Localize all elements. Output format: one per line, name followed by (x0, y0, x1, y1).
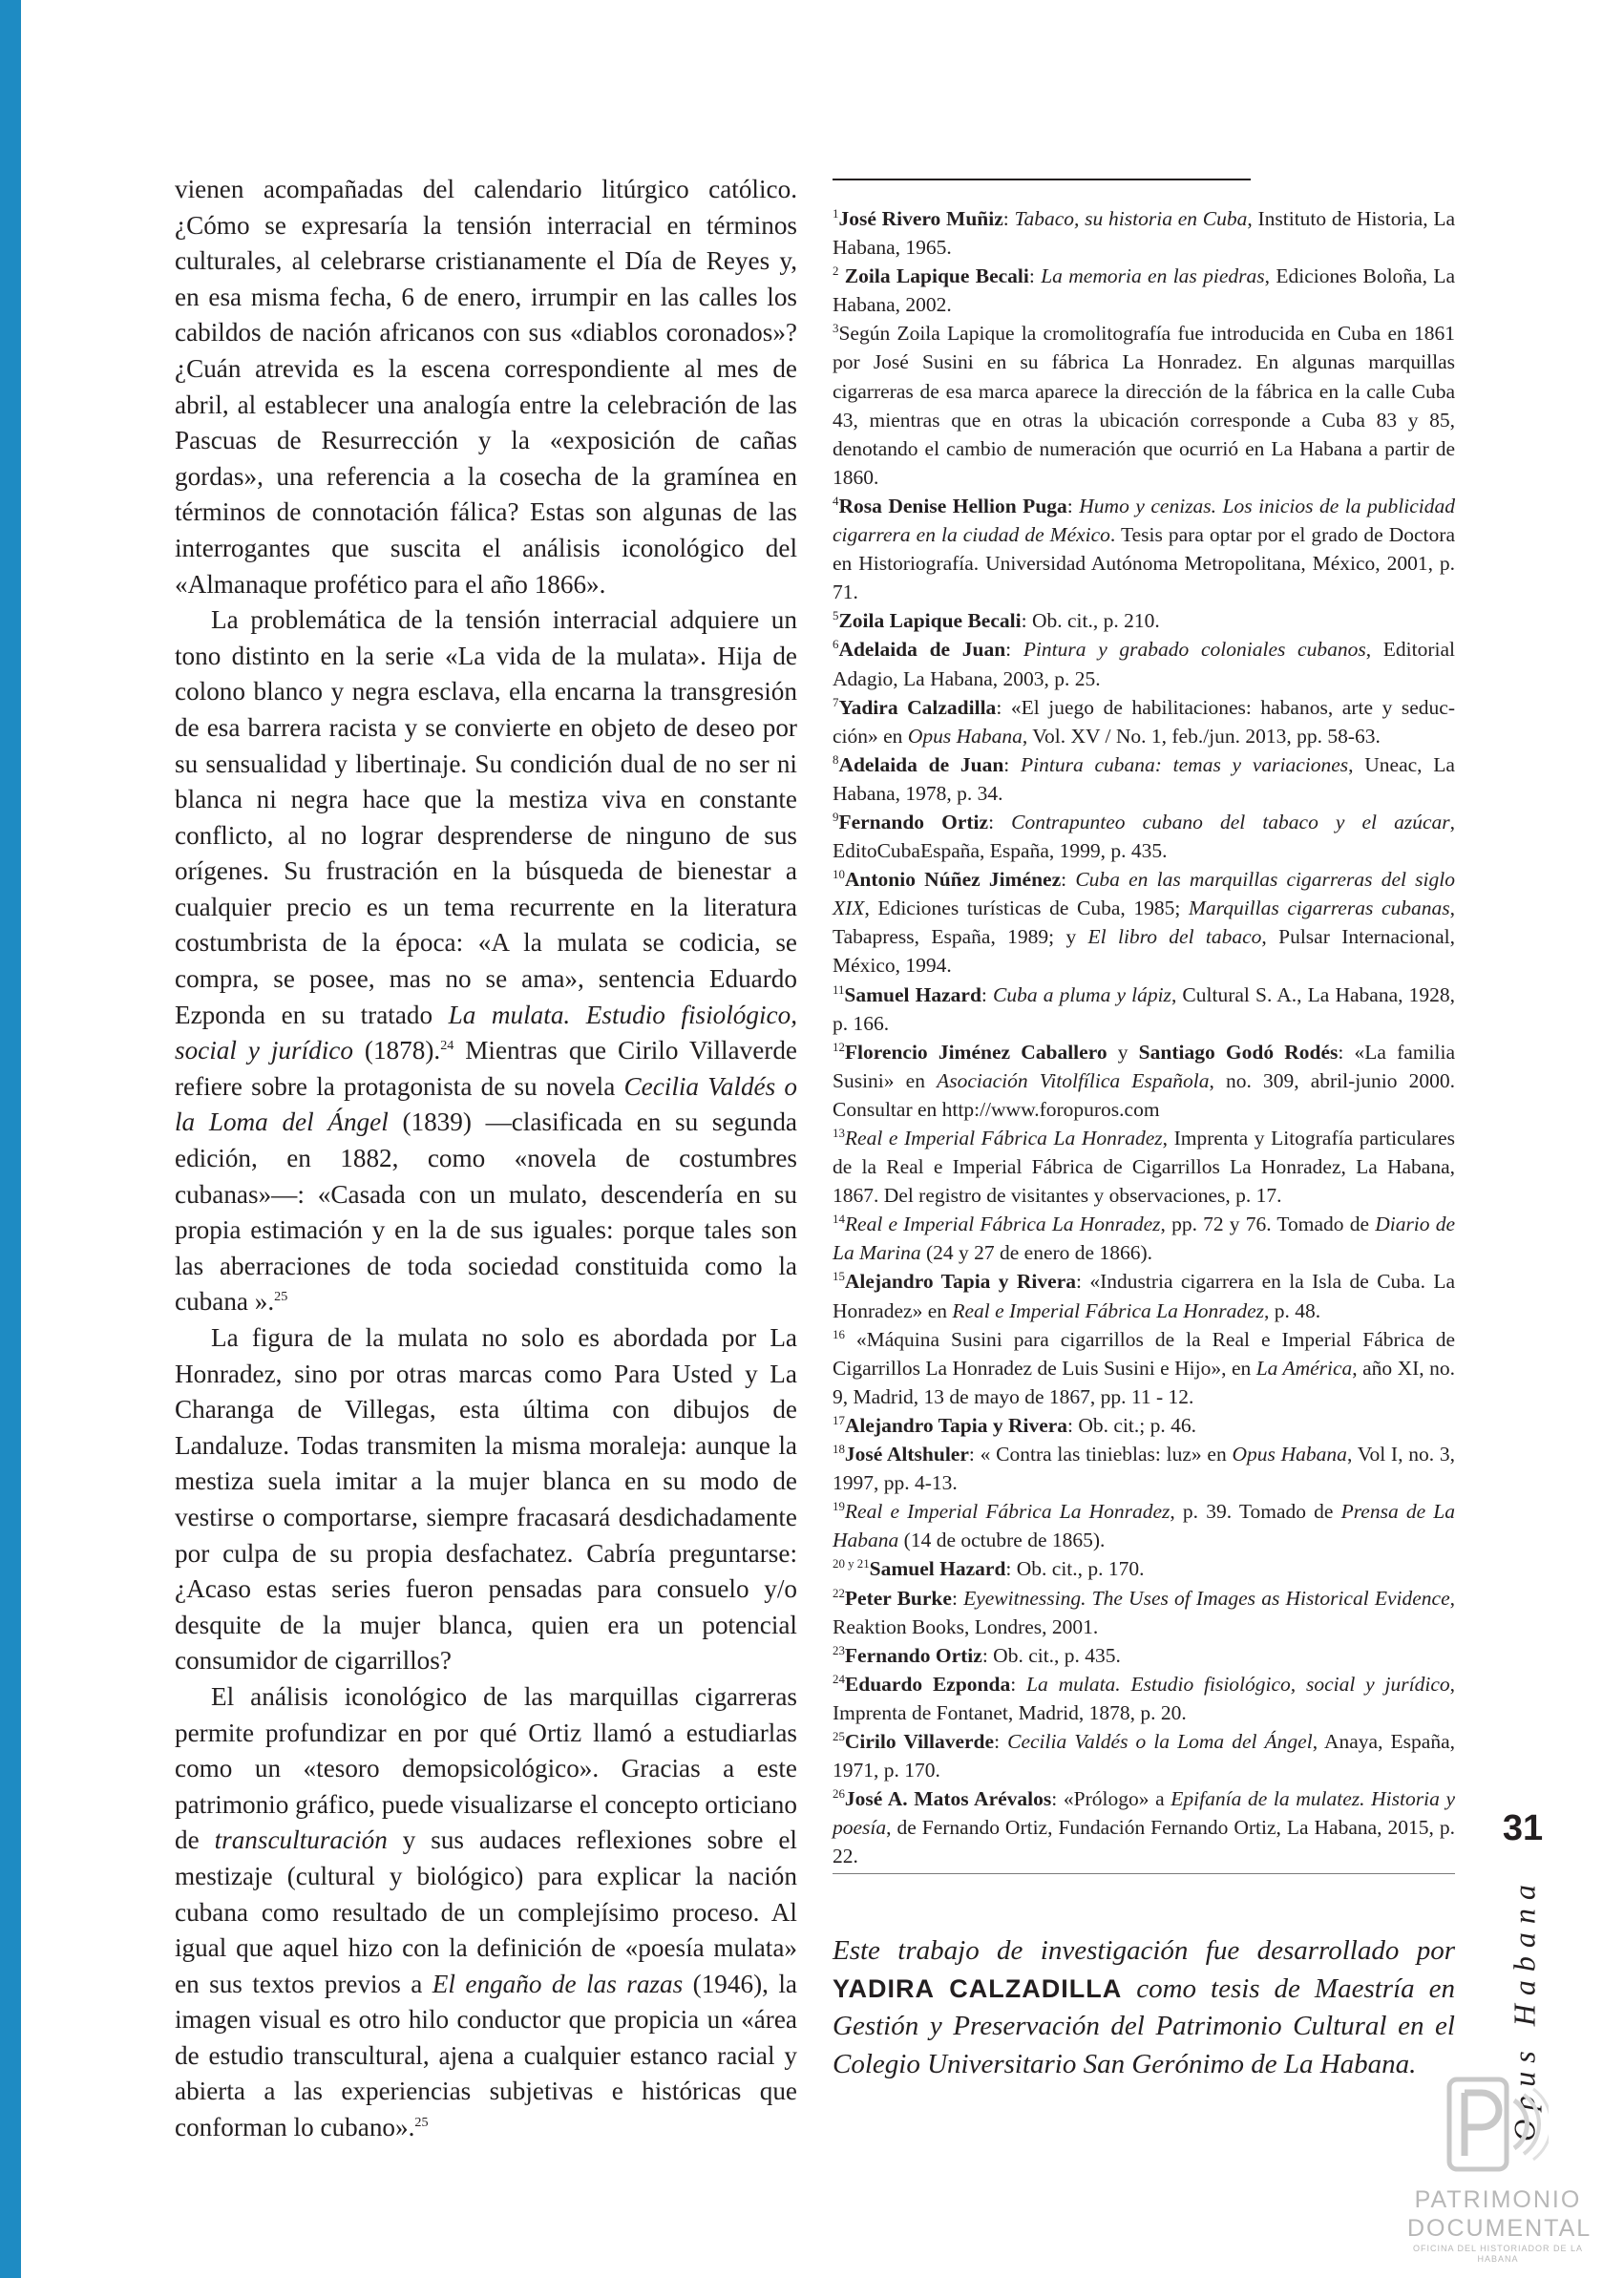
footnote: $^{24}$Eduardo Ezponda: La mulata. Estudio fisiológico, social y jurídico, Imprenta de Fontanet, Madrid, 1878, p. 20. (833, 1672, 1456, 1724)
footnote: $^5$Zoila Lapique Becali: Ob. cit., p. 210. (833, 609, 1160, 633)
footnote-ref: 25 (414, 2115, 429, 2130)
footnote: $^{23}$Fernando Ortiz: Ob. cit., p. 435. (833, 1643, 1121, 1667)
footnote: $^{22}$Peter Burke: Eyewitnessing. The Uses of Images as Historical Evidence, Reaktion Books, Londres, 2001. (833, 1586, 1455, 1638)
footnote: $^{17}$Alejandro Tapia y Rivera: Ob. cit.; p. 46. (833, 1413, 1196, 1437)
body-paragraph: La figura de la mulata no solo es abordada por La Honradez, sino por otras marcas como Para Usted y La Charanga de Villegas, esta última con dibujos de Landaluze. Todas transmiten la misma moraleja: aunque la mestiza suela imitar a la mujer blanca en su modo de vestirse o comportarse, siempre fracasará desdichadamente por culpa de su propia desfachatez. Cabría preguntarse: ¿Acaso estas series fueron pensadas para consuelo y/o desquite de la mujer blanca, quien era un potencial consumidor de cigarrillos? (175, 1323, 797, 1676)
footnote: $^{14}$Real e Imperial Fábrica La Honradez, pp. 72 y 76. Tomado de Diario de La Marina (24 y 27 de enero de 1866). (833, 1213, 1455, 1265)
footnote: $^{16}$ «Máquina Susini para cigarrillos de la Real e Imperial Fábrica de Cigarrillos La Honradez de Luis Susini e Hijo», en La América, año XI, no. 9, Madrid, 13 de mayo de 1867, pp. 11 - 12. (833, 1327, 1455, 1408)
footnote: $^8$Adelaida de Juan: Pintura cubana: temas y variaciones, Uneac, La Habana, 1978, p. 34. (833, 752, 1455, 805)
footnote: $^{10}$Antonio Núñez Jiménez: Cuba en las marquillas cigarreras del siglo XIX, Ediciones turísticas de Cuba, 1985; Marquillas cigarreras cubanas, Tabapress, España, 1989; y El libro del tabaco, Pulsar Internacional, México, 1994. (833, 868, 1455, 978)
footnotes (833, 204, 1455, 1870)
body-paragraph: La problemática de la tensión interracial adquiere un tono distinto en la serie «La vida de la mulata». Hija de colono blanco y negra esclava, ella encarna la transgresión de esa barrera racista y se convierte en objeto de deseo por su sensualidad y libertinaje. Su condición dual de no ser ni blanca ni negra hace que la mestiza viva en constante conflicto, al no lograr desprenderse de ninguno de sus orígenes. Su frustración en la búsqueda de bienestar a cualquier precio es un tema recurrente en la literatura costumbrista de la época: «A la mulata se codicia, se compra, se posee, mas no se ama», sentencia Eduardo Ezponda en su tratado La mulata. Estudio fisiológico, social y jurídico (1878).$^{24}$ Mientras que Cirilo Villaverde refiere sobre la protagonista de su novela Cecilia Valdés o la Loma del Ángel (1839) —clasificada en su segunda edición, en 1882, como «novela de costumbres cubanas»—: «Casada con un mulato, descendería en su propia estimación y en la de sus iguales: porque tales son las aberraciones de toda sociedad constituida como la cubana ».$^{25}$ (175, 605, 797, 1317)
page-number: 31 (1502, 1808, 1544, 1848)
footnote: $^{20 y 21}$Samuel Hazard: Ob. cit., p. 170. (833, 1557, 1145, 1581)
patrimonio-documental-logo-icon (1444, 2072, 1549, 2177)
footnotes-rule (833, 179, 1251, 180)
footnote: $^{25}$Cirilo Villaverde: Cecilia Valdés o la Loma del Ángel, Anaya, España, 1971, p. 170. (833, 1729, 1455, 1782)
footnote: $^{12}$Florencio Jiménez Caballero y Santiago Godó Rodés: «La familia Susini» en Asociación Vitolfílica Española, no. 309, abril-junio 2000. Consultar en http://www.foropuros.com (833, 1040, 1455, 1121)
footnote: $^{26}$José A. Matos Arévalos: «Prólogo» a Epifanía de la mulatez. Historia y poesía, de Fernando Ortiz, Fundación Fernando Ortiz, La Habana, 2015, p. 22. (833, 1787, 1455, 1868)
watermark-line-3: OFICINA DEL HISTORIADOR DE LA HABANA (1412, 2244, 1584, 2264)
footnote-ref: 24 (440, 1038, 454, 1054)
article-body (175, 172, 797, 2146)
footnote: $^7$Yadira Calzadilla: «El juego de habilitaciones: habanos, arte y seducción» en Opus Habana, Vol. XV / No. 1, feb./jun. 2013, pp. 58-63. (833, 695, 1455, 748)
footnote: $^{15}$Alejandro Tapia y Rivera: «Industria cigarrera en la Isla de Cuba. La Honradez» en Real e Imperial Fábrica La Honradez, p. 48. (833, 1270, 1455, 1322)
watermark-line-1: PATRIMONIO (1414, 2186, 1582, 2213)
credit-divider (833, 1873, 1455, 1874)
footnote: $^1$José Rivero Muñiz: Tabaco, su historia en Cuba, Instituto de Historia, La Habana, 1965. (833, 206, 1455, 260)
edge-color-bar (0, 0, 21, 2278)
footnote: $^6$Adelaida de Juan: Pintura y grabado coloniales cubanos, Editorial Adagio, La Habana, 2003, p. 25. (833, 638, 1455, 690)
footnote: $^{19}$Real e Imperial Fábrica La Honradez, p. 39. Tomado de Prensa de La Habana (14 de octubre de 1865). (833, 1500, 1455, 1552)
footnote: $^{13}$Real e Imperial Fábrica La Honradez, Imprenta y Litografía particulares de la Real e Imperial Fábrica de Cigarrillos La Honradez, La Habana, 1867. Del registro de visitantes y observaciones, p. 17. (833, 1126, 1455, 1208)
footnote-ref: 25 (274, 1289, 288, 1305)
footnote: $^{18}$José Altshuler: « Contra las tinieblas: luz» en Opus Habana, Vol I, no. 3, 1997, pp. 4-13. (833, 1442, 1455, 1495)
author-name: YADIRA CALZADILLA (833, 1973, 1123, 2003)
watermark-line-2: DOCUMENTAL (1407, 2215, 1592, 2242)
footnote: $^2$ Zoila Lapique Becali: La memoria en las piedras, Ediciones Boloña, La Habana, 2002. (833, 264, 1455, 317)
footnote: $^3$Según Zoila Lapique la cromolitografía fue introducida en Cuba en 1861 por José Susini en su fábrica La Honradez. En algunas marquillas cigarreras de esa marca aparece la dirección de la fábrica en la calle Cuba 43, mientras que en otras la ubicación corresponde a Cuba 83 y 85, denotando el cambio de numeración que ocurrió en La Habana a partir de 1860. (833, 322, 1455, 489)
author-credit: Este trabajo de investigación fue desarrollado por YADIRA CALZADILLA como tesis de Maestría en Gestión y Preservación del Patrimonio Cultural en el Colegio Universitario San Gerónimo de La Habana. (833, 1935, 1455, 2079)
body-paragraph: vienen acompañadas del calendario litúrgico católico. ¿Cómo se expresaría la tensión interracial en términos culturales, al celebrarse cristianamente el Día de Reyes y, en esa misma fecha, 6 de enero, irrumpir en las calles los cabildos de nación africanos con sus «diablos coronados»? ¿Cuán atrevida es la escena correspondiente al mes de abril, al establecer una analogía entre la celebración de las Pascuas de Resurrección y la «exposición de cañas gordas», una referencia a la cosecha de la gramínea en términos de connotación fálica? Estas son algunas de las interrogantes que suscita el análisis iconológico del «Almanaque profético para el año 1866». (175, 175, 797, 599)
patrimonio-documental-watermark (1407, 2072, 1592, 2267)
magazine-name-vertical: Opus Habana (1507, 1876, 1542, 2141)
footnote: $^{11}$Samuel Hazard: Cuba a pluma y lápiz, Cultural S. A., La Habana, 1928, p. 166. (833, 982, 1455, 1035)
footnote: $^4$Rosa Denise Hellion Puga: Humo y cenizas. Los inicios de la publicidad cigarrera en la ciudad de México. Tesis para optar por el grado de Doctora en Historiografía. Universidad Autónoma Metropolitana, México, 2001, p. 71. (833, 494, 1455, 604)
body-paragraph: El análisis iconológico de las marquillas cigarreras permite profundizar en por qué Ortiz llamó a estudiarlas como un «tesoro demopsicológico». Gracias a este patrimonio gráfico, puede visualizarse el concepto orticiano de transculturación y sus audaces reflexiones sobre el mestizaje (cultural y biológico) para explicar la nación cubana como resultado de un complejísimo proceso. Al igual que aquel hizo con la definición de «poesía mulata» en sus textos previos a El engaño de las razas (1946), la imagen visual es otro hilo conductor que propicia un «área de estudio transcultural, ajena a cualquier estanco racial y abierta a las experiencias subjetivas e históricas que conforman lo cubano».$^{25}$ (175, 1681, 798, 2142)
footnote: $^9$Fernando Ortiz: Contrapunteo cubano del tabaco y el azúcar, EditoCubaEspaña, España, 1999, p. 435. (833, 810, 1455, 863)
